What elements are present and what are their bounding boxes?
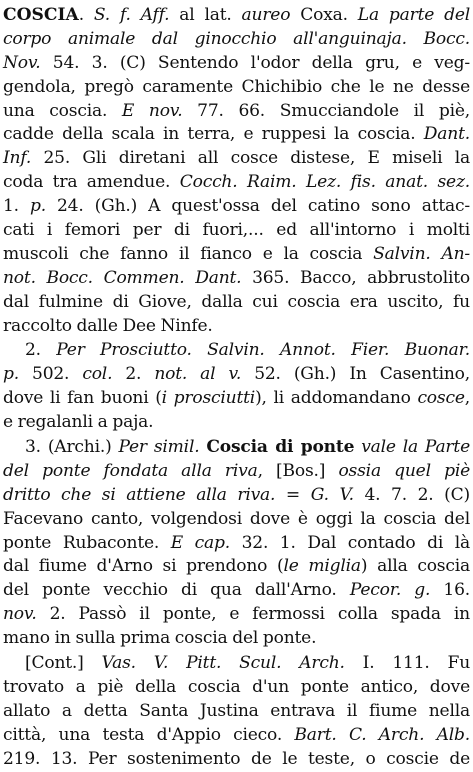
text-run: 52. (Gh.) In Casentino, [241, 364, 470, 385]
text-line [3, 171, 470, 195]
text-run: 1. [3, 196, 30, 217]
text-run: Coscia di ponte [206, 437, 355, 458]
text-line [3, 291, 470, 315]
text-line [3, 411, 470, 435]
text-run: Dant. [423, 124, 470, 145]
text-run: 32. 1. Dal contado di là [230, 532, 470, 553]
text-run: nov. [3, 604, 37, 625]
text-run: al lat. [169, 5, 242, 25]
text-run: E nov. [121, 100, 183, 121]
text-run: ponte Rubaconte. [3, 532, 171, 553]
text-line [3, 555, 470, 579]
text-run: Cocch. Raim. Lez. fis. anat. sez. [179, 172, 470, 193]
headword: COSCIA [3, 5, 79, 25]
text-run: gendola, pregò caramente Chichibio che le ne desse [3, 76, 470, 97]
text-run: dritto che si attiene alla riva. [3, 484, 276, 505]
text-run: , [464, 388, 470, 409]
text-run: cati i femori per di fuori,... ed all'intorno i molti [3, 220, 470, 241]
text-run: trovato a piè della coscia d'un ponte antico, dove [3, 676, 470, 697]
text-line [3, 100, 470, 124]
text-run: aureo [241, 5, 291, 25]
text-run: e regalanli a paja. [3, 412, 154, 433]
text-run: una coscia. [3, 100, 122, 121]
text-run: Inf. [3, 148, 32, 169]
text-run: Vas. V. Pitt. Scul. Arch. [101, 653, 345, 674]
text-run: Bart. C. Arch. Alb. [294, 724, 471, 745]
text-run: vale la Parte [361, 437, 470, 458]
text-run: dove li fan buoni ( [3, 388, 162, 409]
text-run: G. V. [310, 484, 354, 505]
text-run: E cap. [170, 532, 230, 553]
text-line [3, 315, 470, 339]
text-line [3, 652, 470, 676]
text-line [3, 508, 470, 532]
text-line [3, 267, 470, 291]
text-run: Salvin. An- [373, 243, 470, 264]
text-run: p. [3, 364, 19, 385]
text-run: ossia quel piè [338, 460, 470, 481]
text-run: cosce [417, 388, 465, 409]
text-run: 502. [18, 364, 83, 385]
text-run: del ponte fondata alla riva [3, 460, 258, 481]
text-run: 4. 7. 2. (C) [353, 484, 470, 505]
text-run: corpo animale dal ginocchio all'anguinaja. Bocc. [3, 28, 470, 49]
text-line [3, 748, 470, 772]
text-line [3, 243, 470, 267]
text-line [3, 627, 470, 651]
text-run: 25. Gli diretani all cosce distese, E miseli la [31, 148, 470, 169]
text-run: le miglia [283, 556, 361, 577]
text-line [3, 195, 470, 219]
text-run: not. Bocc. Commen. Dant. [3, 267, 242, 288]
text-run: I. 111. Fu [344, 653, 471, 674]
text-line [3, 123, 470, 147]
text-run: 16. [430, 580, 470, 601]
text-run: coda tra amendue. [3, 172, 180, 193]
text-run: 24. (Gh.) A quest'ossa del catino sono attac- [45, 196, 470, 217]
text-run: not. al v. [154, 364, 242, 385]
text-run: 3. (Archi.) [25, 437, 119, 458]
text-run: del ponte vecchio di qua dall'Arno. [3, 580, 350, 601]
text-run: Nov. [3, 52, 41, 73]
text-run: col. [82, 364, 113, 385]
text-run: 54. 3. (C) Sentendo l'odor della gru, e veg- [40, 52, 470, 73]
text-line [3, 339, 470, 363]
text-run: cadde della scala in terra, e ruppesi la coscia. [3, 124, 424, 145]
text-run: [Cont.] [25, 653, 102, 674]
text-run: 365. Bacco, abbrustolito [241, 267, 470, 288]
text-line [3, 147, 470, 171]
text-line [3, 219, 470, 243]
text-run: Per Prosciutto. Salvin. Annot. Fier. Buonar. [56, 340, 470, 361]
text-run: allato a detta Santa Justina entrava il fiume nella [3, 700, 470, 721]
text-line [3, 363, 470, 387]
text-run: muscoli che fanno il fianco e la coscia [3, 243, 374, 264]
text-run: Per simil. [118, 437, 200, 458]
text-run: La parte del [357, 5, 471, 25]
text-line [3, 436, 470, 460]
text-run: ), li addomandano [255, 388, 418, 409]
text-line [3, 603, 470, 627]
text-line [3, 579, 470, 603]
text-run: = [275, 484, 311, 505]
text-run: dal fulmine di Giove, dalla cui coscia era uscito, fu [3, 291, 470, 312]
text-run: 2. [25, 340, 57, 361]
text-run: città, una testa d'Appio cieco. [3, 724, 295, 745]
text-run: Facevano canto, volgendosi dove è oggi la coscia del [3, 508, 470, 529]
text-run: , [Bos.] [257, 460, 339, 481]
text-run: ) alla coscia [360, 556, 470, 577]
text-run: 2. [112, 364, 155, 385]
text-run: dal fiume d'Arno si prendono ( [3, 556, 284, 577]
text-line [3, 460, 470, 484]
text-line [3, 76, 470, 100]
text-run: 219. 13. Per sostenimento de le teste, o coscie de [3, 748, 470, 769]
text-run: Pecor. g. [349, 580, 431, 601]
text-run: 77. 66. Smucciandole il piè, [182, 100, 470, 121]
text-line [3, 484, 470, 508]
text-line [3, 724, 470, 748]
text-line [3, 387, 470, 411]
text-run: i prosciutti [161, 388, 256, 409]
text-run: p. [29, 196, 46, 217]
text-line [3, 28, 470, 52]
text-line [3, 52, 470, 76]
text-line [3, 4, 470, 28]
text-run: S. f. Aff. [93, 5, 170, 25]
text-line [3, 532, 470, 556]
text-run: 2. Passò il ponte, e fermossi colla spada in [36, 604, 470, 625]
text-run: . [78, 5, 94, 25]
text-run: Coxa. [290, 5, 358, 25]
text-line [3, 700, 470, 724]
dictionary-entry [3, 4, 470, 772]
text-run: raccolto dalle Dee Ninfe. [3, 315, 213, 336]
text-run: mano in sulla prima coscia del ponte. [3, 628, 317, 649]
